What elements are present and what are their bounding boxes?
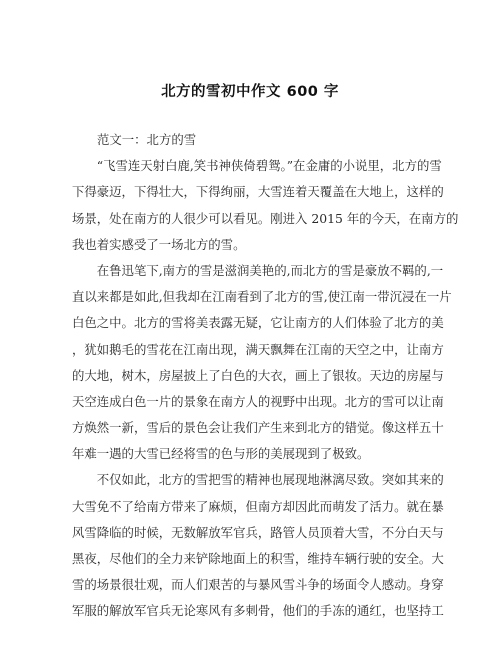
text-line: 大雪免不了给南方带来了麻烦，但南方却因此而萌发了活力。就在暴 — [72, 498, 444, 514]
text-line: 方焕然一新，雪后的景色会让我们产生来到北方的错觉。像这样五十 — [72, 420, 444, 436]
text-line: “飞雪连天射白鹿,笑书神侠倚碧鸳。”在金庸的小说里，北方的雪 — [72, 158, 442, 174]
text-line: 下得豪迈，下得壮大，下得绚丽，大雪连着天覆盖在大地上，这样的 — [72, 184, 444, 200]
text-line: 不仅如此，北方的雪把雪的精神也展现地淋漓尽致。突如其来的 — [72, 472, 444, 488]
text-line: 风雪降临的时候，无数解放军官兵，路管人员顶着大雪，不分白天与 — [72, 524, 444, 540]
text-line: 天空连成白色一片的景象在南方人的视野中出现。北方的雪可以让南 — [72, 393, 444, 409]
text-line: ，犹如鹅毛的雪花在江南出现，满天飘舞在江南的天空之中，让南方 — [72, 341, 444, 357]
paragraph-2 — [72, 258, 452, 468]
text-line: 军服的解放军官兵无论寒风有多刺骨，他们的手冻的通红，也坚持工 — [72, 603, 444, 619]
paragraph-1 — [72, 153, 459, 258]
text-line: 直以来都是如此,但我却在江南看到了北方的雪,使江南一带沉浸在一片 — [72, 289, 452, 305]
text-line: 黑夜，尽他们的全力来铲除地面上的积雪，维持车辆行驶的安全。大 — [72, 551, 444, 566]
essay-body — [72, 127, 459, 625]
text-line: 我也着实感受了一场北方的雪。 — [72, 236, 246, 252]
text-line: 白色之中。北方的雪将美表露无疑，它让南方的人们体验了北方的美 — [72, 315, 444, 331]
text-line: 的大地，树木，房屋披上了白色的大衣，画上了银妆。天边的房屋与 — [72, 367, 444, 383]
essay-subheading: 范文一：北方的雪 — [97, 132, 197, 147]
page-title: 北方的雪初中作文 600 字 — [161, 84, 339, 100]
text-line: 年难一遇的大雪已经将雪的色与形的美展现到了极致。 — [72, 446, 370, 462]
paragraph-3 — [72, 467, 444, 624]
text-line: 场景，处在南方的人很少可以看见。刚进入 2015 年的今天，在南方的 — [72, 210, 459, 226]
text-line: 雪的场景很壮观，而人们艰苦的与暴风雪斗争的场面令人感动。身穿 — [72, 577, 444, 593]
text-line: 在鲁迅笔下,南方的雪是滋润美艳的,而北方的雪是豪放不羁的,一 — [72, 262, 444, 278]
